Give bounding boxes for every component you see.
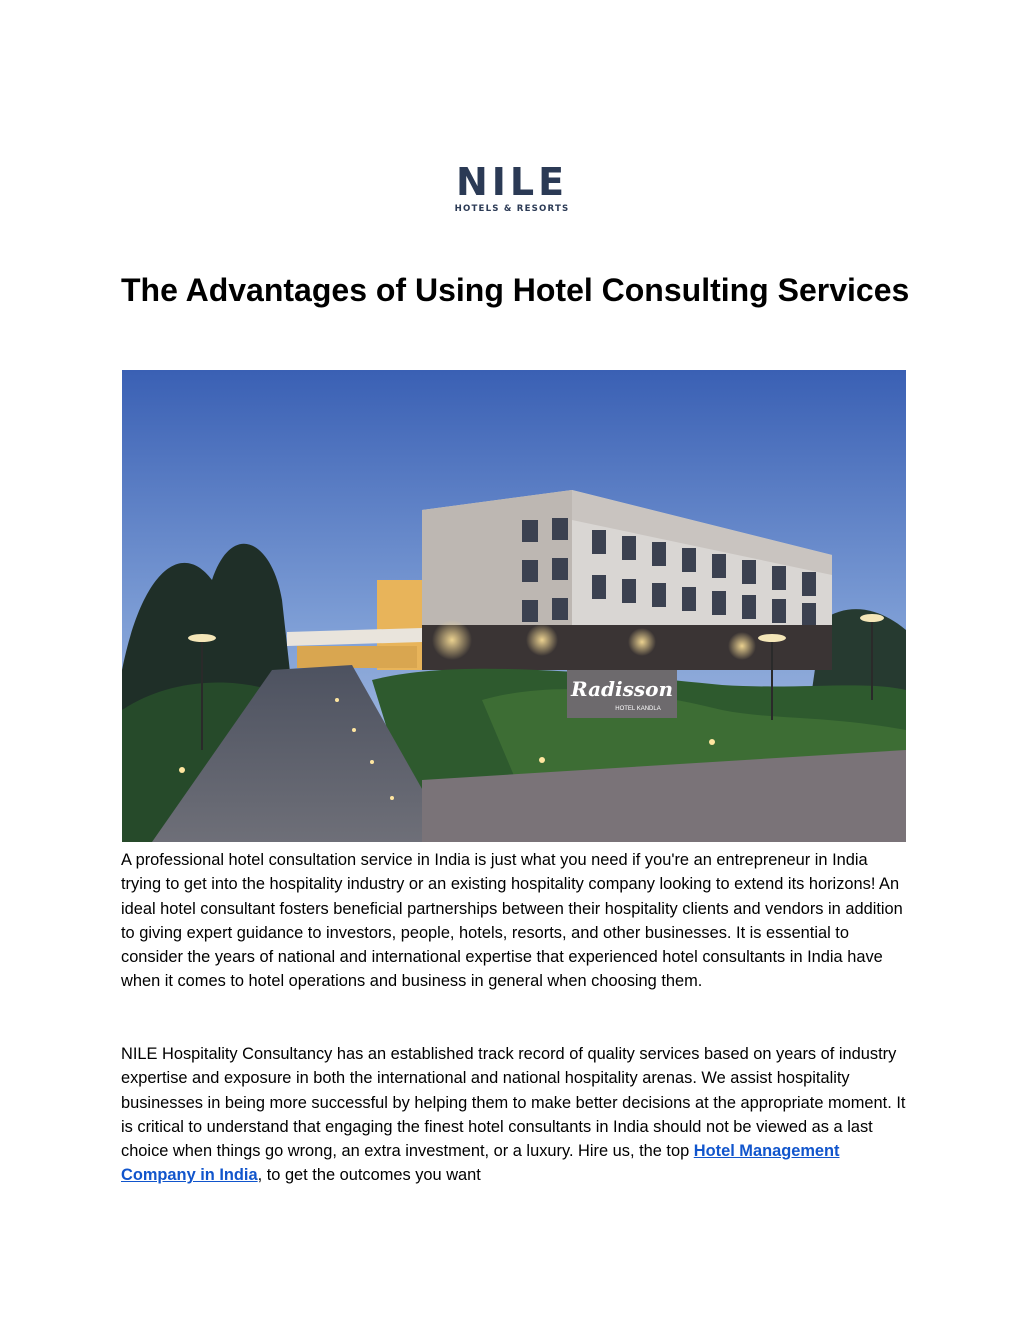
page-title: The Advantages of Using Hotel Consulting Services [121, 272, 910, 308]
logo-tagline: HOTELS & RESORTS [454, 204, 570, 214]
nile-logo [452, 160, 572, 219]
hotel-photo [122, 370, 906, 842]
hotel-sign-subtext: HOTEL KANDLA [615, 706, 661, 712]
logo-wordmark: NILE [455, 160, 569, 204]
hotel-management-company-link[interactable]: Hotel Management Company in India [121, 1142, 840, 1185]
hotel-photo-illustration [122, 370, 906, 842]
company-paragraph-tail: , to get the outcomes you want [257, 1166, 481, 1185]
company-paragraph-text: NILE Hospitality Consultancy has an established track record of quality services based on years of industry expertise and exposure in both the international and national hospitality arenas. We assist hospitality businesses in being more successful by helping them to make better decisions at the appropriate moment. It is critical to understand that engaging the finest hotel consultants in India should not be viewed as a last choice when things go wrong, an extra investment, or a luxury. Hire us, the top [121, 1045, 906, 1161]
company-paragraph [121, 1042, 911, 1188]
intro-paragraph: A professional hotel consultation service in India is just what you need if you're an entrepreneur in India trying to get into the hospitality industry or an existing hospitality company looking to extend its horizons! An ideal hotel consultant fosters beneficial partnerships between their hospitality clients and vendors in addition to giving expert guidance to investors, people, hotels, resorts, and other businesses. It is essential to consider the years of national and international expertise that experienced hotel consultants in India have when it comes to hotel operations and business in general when choosing them. [121, 851, 903, 991]
hotel-sign-text: Radisson [570, 677, 674, 701]
